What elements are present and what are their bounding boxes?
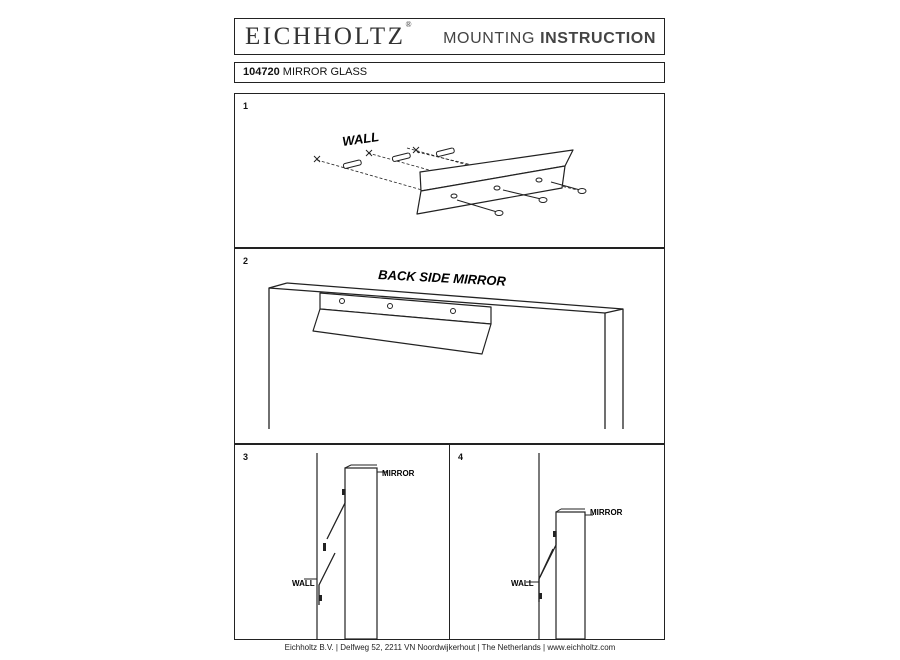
title-light: MOUNTING xyxy=(443,30,536,47)
step-2-panel xyxy=(234,248,665,444)
mirror-label: MIRROR xyxy=(590,508,623,517)
mirror-back-drawing xyxy=(235,249,664,443)
product-name: MIRROR GLASS xyxy=(282,66,368,78)
step-number: 1 xyxy=(243,101,249,111)
brand-name: EICHHOLTZ xyxy=(245,23,406,50)
product-line xyxy=(243,66,367,78)
wall-label: WALL xyxy=(511,579,534,588)
document-title xyxy=(443,30,656,48)
step-4-panel xyxy=(449,444,665,640)
wall-label: WALL xyxy=(341,128,380,149)
side-view-step-4 xyxy=(450,445,664,639)
header-box xyxy=(234,18,665,55)
mirror-section xyxy=(556,512,585,639)
title-bold: INSTRUCTION xyxy=(540,30,656,47)
registered-mark: ® xyxy=(405,19,412,29)
wall-label: WALL xyxy=(292,579,315,588)
step-number: 4 xyxy=(458,452,464,462)
side-view-step-3 xyxy=(235,445,449,639)
mirror-label: MIRROR xyxy=(382,469,415,478)
step-3-panel xyxy=(234,444,450,640)
mirror-section xyxy=(345,468,377,639)
brand-logo xyxy=(245,19,412,51)
wall-bracket-drawing xyxy=(235,94,664,247)
product-box xyxy=(234,62,665,83)
step-number: 3 xyxy=(243,452,249,462)
step-1-panel xyxy=(234,93,665,248)
step-number: 2 xyxy=(243,256,249,266)
footer-address: Eichholtz B.V. | Delfweg 52, 2211 VN Noordwijkerhout | The Netherlands | www.eichholtz.com xyxy=(284,643,616,652)
back-side-mirror-label: BACK SIDE MIRROR xyxy=(377,267,507,289)
product-code: 104720 xyxy=(243,66,280,78)
